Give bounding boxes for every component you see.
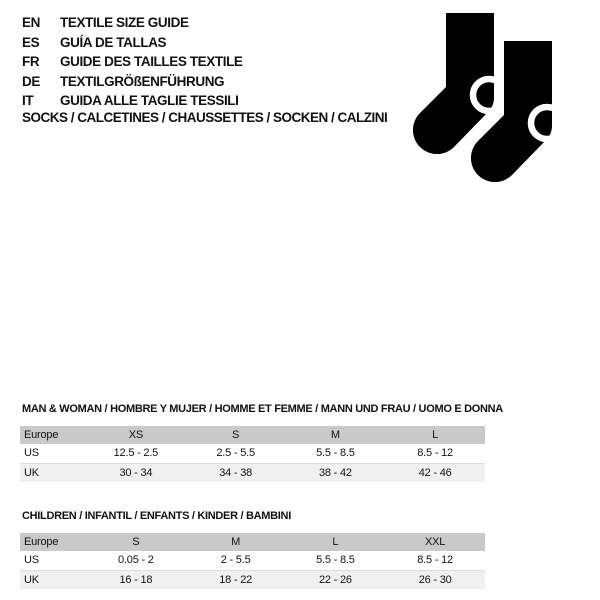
language-code: ES xyxy=(22,34,40,50)
column-header-region: Europe xyxy=(24,429,59,441)
table-header-row xyxy=(20,533,485,551)
table-row-uk xyxy=(20,570,485,589)
language-label: GUIDA ALLE TAGLIE TESSILI xyxy=(60,93,239,108)
size-value: 30 - 34 xyxy=(119,466,153,479)
size-value: 0.05 - 2 xyxy=(86,551,186,570)
size-value: 22 - 26 xyxy=(318,573,352,586)
column-header-size: M xyxy=(231,536,241,548)
language-label: GUIDE DES TAILLES TEXTILE xyxy=(60,54,243,69)
language-code: EN xyxy=(22,15,40,30)
size-table-children xyxy=(20,533,485,589)
size-value: 42 - 46 xyxy=(418,466,452,479)
column-header-size: M xyxy=(330,429,340,441)
column-header-size: XXL xyxy=(425,536,446,548)
size-value: 26 - 30 xyxy=(418,573,452,586)
column-header-size: XS xyxy=(128,429,144,441)
size-value: 8.5 - 12 xyxy=(385,444,485,463)
size-value: 2 - 5.5 xyxy=(186,551,286,570)
table-section-man-woman xyxy=(20,403,503,482)
size-value: 12.5 - 2.5 xyxy=(86,444,186,463)
size-value: 2.5 - 5.5 xyxy=(186,444,286,463)
table-section-children xyxy=(20,510,485,589)
socks-icon xyxy=(395,5,595,195)
size-table-man-woman xyxy=(20,426,485,482)
table-row-uk xyxy=(20,463,485,482)
table-title-man-woman: MAN & WOMAN / HOMBRE Y MUJER / HOMME ET FEMME / MANN UND FRAU / UOMO E DONNA xyxy=(22,403,503,415)
language-row xyxy=(22,33,243,53)
size-value: 18 - 22 xyxy=(219,573,253,586)
size-value: 5.5 - 8.5 xyxy=(286,444,386,463)
size-value: 8.5 - 12 xyxy=(385,551,485,570)
table-row-us xyxy=(20,444,485,463)
table-title-children: CHILDREN / INFANTIL / ENFANTS / KINDER / BAMBINI xyxy=(22,510,291,522)
language-row xyxy=(22,13,243,33)
column-header-region: Europe xyxy=(24,536,59,548)
size-value: 5.5 - 8.5 xyxy=(286,551,386,570)
table-header-row xyxy=(20,426,485,444)
language-label: TEXTILGRÖßENFÜHRUNG xyxy=(60,73,225,89)
language-label: TEXTILE SIZE GUIDE xyxy=(60,15,189,30)
column-header-size: S xyxy=(132,536,140,548)
column-header-size: L xyxy=(332,536,339,548)
category-title: SOCKS / CALCETINES / CHAUSSETTES / SOCKEN / CALZINI xyxy=(22,110,388,125)
language-row xyxy=(22,72,243,92)
region-label: US xyxy=(20,551,86,570)
language-row xyxy=(22,91,243,111)
column-header-size: L xyxy=(432,429,439,441)
size-value: 38 - 42 xyxy=(318,466,352,479)
language-code: DE xyxy=(22,73,40,89)
region-label: UK xyxy=(24,466,39,479)
size-value: 34 - 38 xyxy=(219,466,253,479)
language-label: GUÍA DE TALLAS xyxy=(60,34,167,50)
language-row xyxy=(22,52,243,72)
column-header-size: S xyxy=(232,429,240,441)
region-label: UK xyxy=(24,573,39,586)
language-list xyxy=(22,13,243,111)
table-row-us xyxy=(20,551,485,570)
language-code: IT xyxy=(22,93,34,108)
size-value: 16 - 18 xyxy=(119,573,153,586)
language-code: FR xyxy=(22,54,40,69)
region-label: US xyxy=(20,444,86,463)
